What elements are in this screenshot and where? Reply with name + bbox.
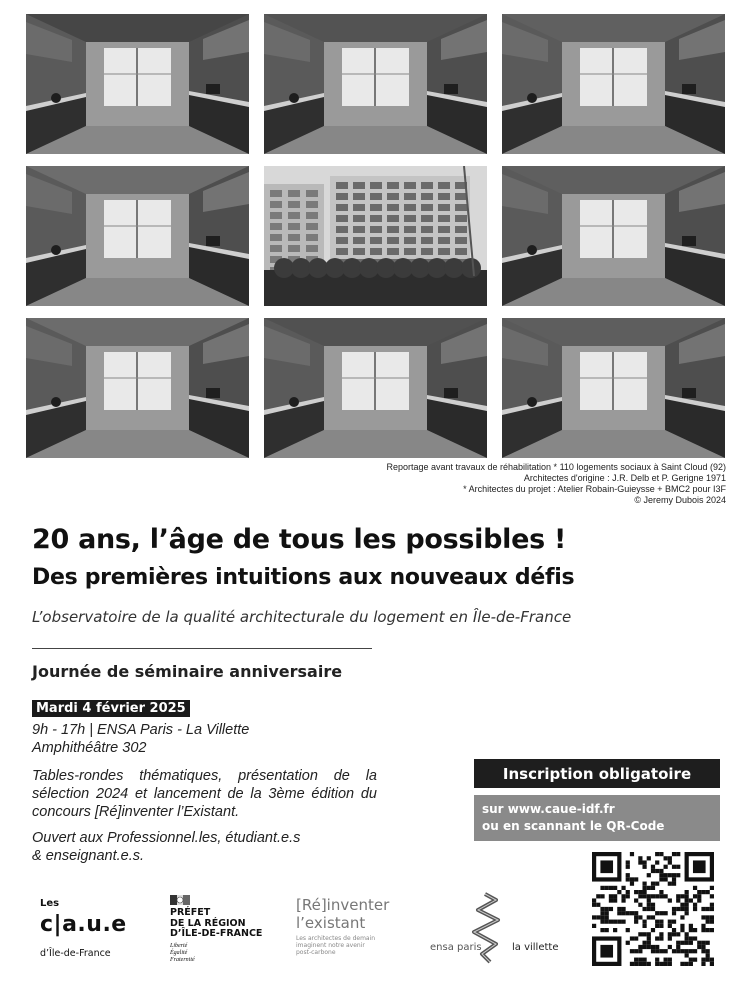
ensa-right-text: la villette	[512, 942, 559, 953]
prefet-logo	[170, 895, 280, 967]
ensa-left-text: ensa paris	[430, 942, 482, 953]
room: Amphithéâtre 302	[32, 740, 147, 756]
audience	[32, 829, 377, 865]
registration-qr-hint: ou en scannant le QR-Code	[482, 819, 665, 833]
photo-kitchen-2	[264, 14, 487, 154]
reinventer-tagline	[296, 935, 416, 956]
caption-line: Reportage avant travaux de réhabilitation * 110 logements sociaux à Saint Cloud (92)	[386, 462, 726, 472]
caue-logo	[40, 898, 140, 966]
reinventer-logo	[296, 896, 416, 968]
photo-kitchen-4	[26, 166, 249, 306]
tag-line: Les architectes de demain	[296, 935, 376, 942]
registration-info	[474, 795, 720, 841]
registration-banner: Inscription obligatoire	[474, 759, 720, 788]
photo-kitchen-8	[502, 318, 725, 458]
motto-line: Égalité	[170, 950, 188, 956]
seminar-heading: Journée de séminaire anniversaire	[32, 662, 343, 681]
prefet-line: PRÉFET	[170, 907, 211, 918]
subtitle: L’observatoire de la qualité architecturale du logement en Île-de-France	[32, 608, 572, 626]
photo-kitchen-6	[26, 318, 249, 458]
divider	[32, 648, 372, 649]
audience-line: Ouvert aux Professionnel.les, étudiant.e.s	[32, 830, 301, 846]
main-title: 20 ans, l’âge de tous les possibles !	[32, 524, 566, 555]
photo-kitchen-3	[502, 14, 725, 154]
photo-building	[264, 166, 487, 306]
reinventer-line: [Ré]inventer	[296, 896, 390, 914]
photo-kitchen-5	[502, 166, 725, 306]
registration-url[interactable]: sur www.caue-idf.fr	[482, 802, 615, 816]
program-description: Tables-rondes thématiques, présentation de la sélection 2024 et lancement de la 3ème édition du concours [Ré]inventer l’Existant.	[32, 768, 377, 820]
photo-kitchen-1	[26, 14, 249, 154]
tag-line: post-carbone	[296, 949, 336, 956]
time-place: 9h - 17h | ENSA Paris - La Villette	[32, 722, 250, 738]
prefet-text	[170, 908, 262, 940]
audience-line: & enseignant.e.s.	[32, 848, 145, 864]
caption-line: Architectes d'origine : J.R. Delb et P. Gerigne 1971	[523, 473, 726, 483]
event-location	[32, 721, 249, 757]
prefet-line: DE LA RÉGION	[170, 917, 246, 929]
caue-wordmark: c|a.u.e	[40, 912, 127, 937]
date-badge: Mardi 4 février 2025	[32, 700, 190, 717]
caue-region: d’Île-de-France	[40, 948, 111, 959]
prefet-motto	[170, 943, 195, 964]
secondary-title: Des premières intuitions aux nouveaux défis	[32, 565, 575, 590]
reinventer-line: l’existant	[296, 914, 366, 932]
caption-line: © Jeremy Dubois 2024	[634, 495, 726, 505]
caption-line: * Architectes du projet : Atelier Robain-Guieysse + BMC2 pour I3F	[463, 484, 726, 494]
qr-code-icon[interactable]	[592, 852, 714, 966]
motto-line: Liberté	[170, 943, 188, 949]
photo-caption	[330, 462, 726, 506]
caue-les: Les	[40, 898, 60, 909]
tag-line: imaginent notre avenir	[296, 942, 365, 949]
prefet-line: D’ÎLE-DE-FRANCE	[170, 928, 263, 939]
marianne-icon	[170, 895, 190, 905]
motto-line: Fraternité	[170, 957, 195, 963]
ensa-logo	[430, 890, 570, 966]
photo-kitchen-7	[264, 318, 487, 458]
